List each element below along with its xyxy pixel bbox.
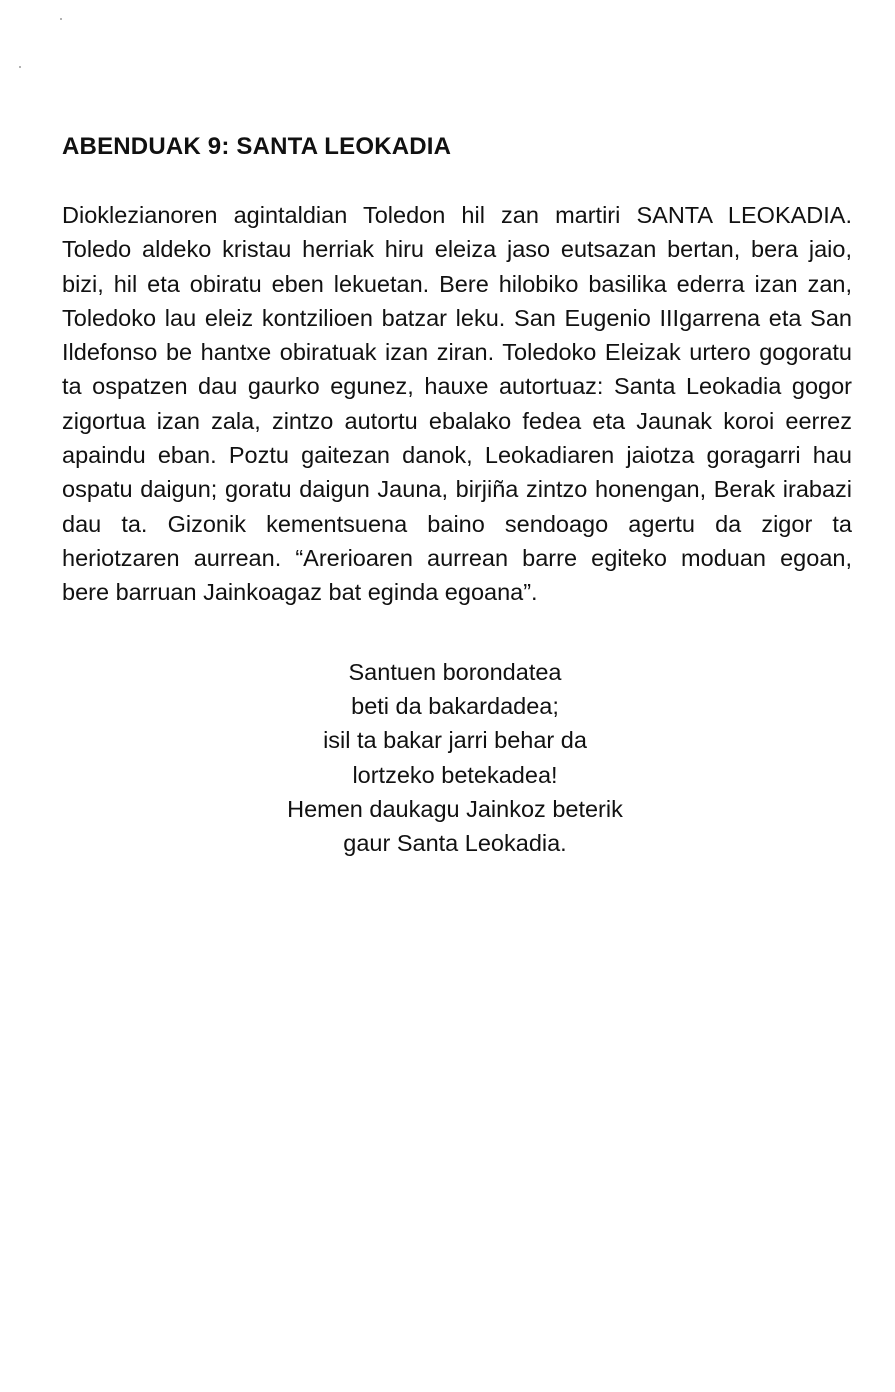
scan-speck: [60, 18, 62, 20]
scan-speck: [19, 66, 21, 68]
poem-line: isil ta bakar jarri behar da: [323, 727, 587, 754]
page-title: ABENDUAK 9: SANTA LEOKADIA: [62, 133, 452, 160]
poem-stanza: [0, 655, 895, 860]
poem-line: gaur Santa Leokadia.: [343, 830, 567, 857]
body-paragraph: Dioklezianoren agintaldian Toledon hil zan martiri SANTA LEOKADIA. Toledo aldeko kristau herriak hiru eleiza jaso eutsazan bertan, bera jaio, bizi, hil eta obiratu eben lekuetan. Bere hilobiko basilika ederra izan zan, Toledoko lau eleiz kontzilioen batzar leku. San Eugenio IIIgarrena eta San Ildefonso be hantxe obiratuak izan ziran. Toledoko Eleizak urtero gogoratu ta ospatzen dau gaurko egunez, hauxe autortuaz: Santa Leokadia gogor zigortua izan zala, zintzo autortu ebalako fedea eta Jaunak koroi eerrez apaindu eban. Poztu gaitezan danok, Leokadiaren jaiotza goragarri hau ospatu daigun; goratu daigun Jauna, birjiña zintzo honengan, Berak irabazi dau ta. Gizonik kementsuena baino sendoago agertu da zigor ta heriotzaren aurrean. “Arerioaren aurrean barre egiteko moduan egoan, bere barruan Jainkoagaz bat eginda egoana”.: [62, 202, 852, 606]
poem-line: lortzeko betekadea!: [352, 761, 558, 788]
poem-line: Hemen daukagu Jainkoz beterik: [287, 795, 623, 822]
poem-line: Santuen borondatea: [348, 659, 562, 685]
poem-line: beti da bakardadea;: [351, 693, 559, 720]
